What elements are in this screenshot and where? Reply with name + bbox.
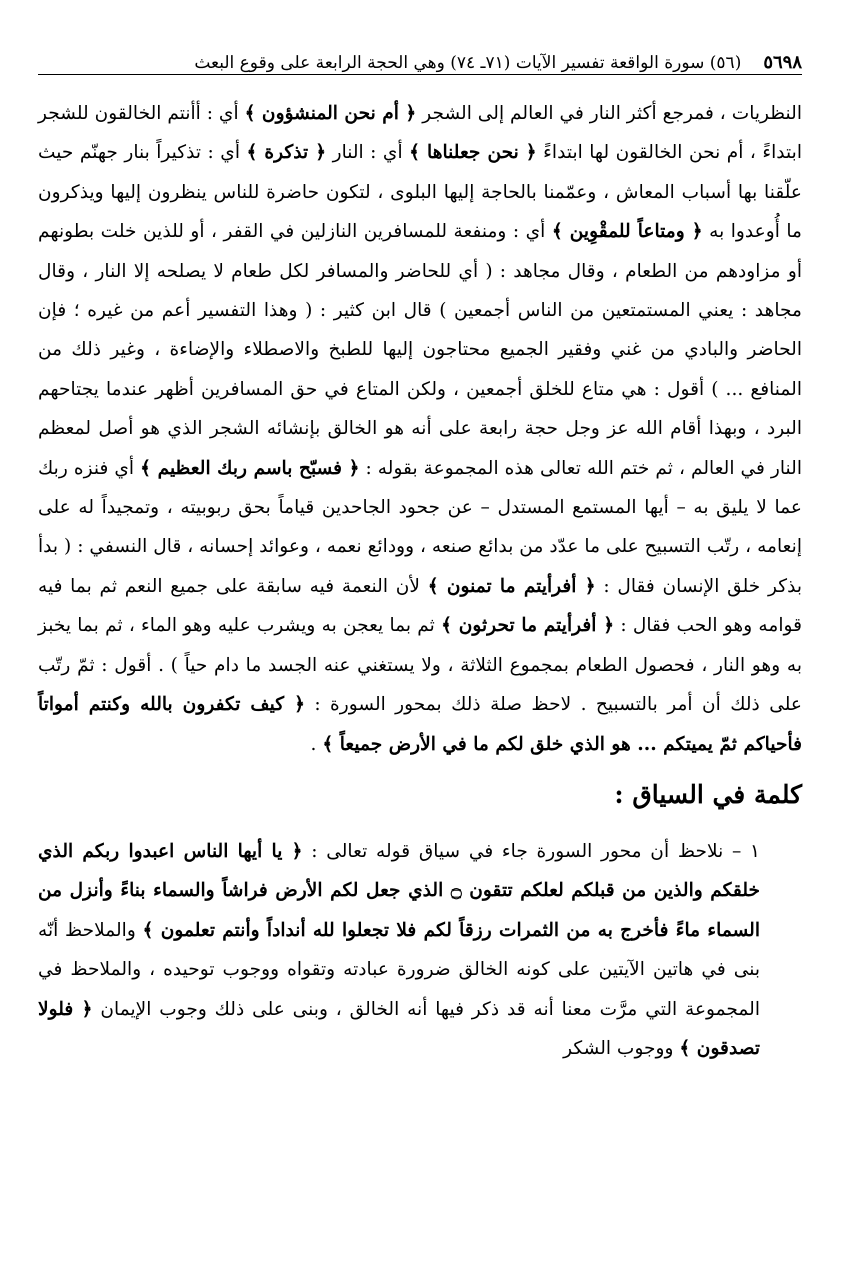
text-run: ثم بما يعجن به ويشرب عليه وهو الماء ، ثم بما يخبز به وهو النار ، فحصول الطعام بمجموع الثلاثة ، ولا يستغني عنه الجسد ما دام حياً ) . أقول : ثمّ رتّب على ذلك أن أمر بالتسبيح . لاحظ صلة ذلك بمحور السورة :: [38, 615, 802, 716]
context-paragraph: [38, 832, 802, 1068]
text-run: النظريات ، فمرجع أكثر النار في العالم إلى الشجر: [416, 103, 802, 124]
text-run: أي : تذكيراً بنار جهنّم حيث علّقنا بها أسباب المعاش ، وعمّمنا بالحاجة إليها البلوى ، لتكون حاضرة للناس ينظرون إليها ويذكرون ما أُوعدوا به: [38, 142, 802, 243]
header-title: (٥٦) سورة الواقعة تفسير الآيات (٧١ـ ٧٤) وهي الحجة الرابعة على وقوع البعث: [194, 53, 742, 73]
quran-quote: ﴿ نحن جعلناها ﴾: [409, 142, 537, 164]
page-number: ٥٦٩٨: [763, 52, 802, 73]
quran-quote: ﴿ ومتاعاً للمقْوِين ﴾: [551, 221, 703, 243]
text-run: ووجوب الشكر: [563, 1037, 680, 1059]
quran-quote: ﴿ فلولا تصدقون ﴾: [38, 998, 760, 1059]
section-heading: كلمة في السياق :: [614, 779, 802, 809]
quran-quote: ﴿ تذكرة ﴾: [246, 142, 327, 164]
text-run: .: [310, 733, 323, 755]
quran-quote: ﴿ أم نحن المنشؤون ﴾: [244, 103, 417, 124]
text-run: ١ – نلاحظ أن محور السورة جاء في سياق قوله تعالى :: [302, 840, 760, 862]
text-run: أي : النار: [326, 142, 410, 164]
text-run: أي : ومنفعة للمسافرين النازلين في القفر ، أو للذين خلت بطونهم أو مزاودهم من الطعام ، وقال مجاهد : ( أي للحاضر والمسافر لكل طعام لا يصلحه إلا النار ، وقال مجاهد : يعني المستمتعين من الناس أجمعين ) قال ابن كثير : ( وهذا التفسير أعم من غيره ؛ فإن الحاضر والبادي من غني وفقير الجميع محتاجون إليها للطبخ والاصطلاء والإضاءة ، وغير ذلك من المنافع ... ) أقول : هي متاع للخلق أجمعين ، ولكن المتاع في حق المسافرين أظهر عندما يجتاحهم البرد ، وبهذا أقام الله عز وجل حجة رابعة على أنه هو الخالق بإنشائه الشجر الذي هو أصل لمعظم النار في العالم ، ثم ختم الله تعالى هذه المجموعة بقوله :: [38, 221, 803, 479]
quran-quote: ﴿ أفرأيتم ما تمنون ﴾: [427, 575, 596, 597]
text-run: لأن النعمة فيه سابقة على جميع النعم ثم بما فيه قوامه وهو الحب فقال :: [38, 575, 803, 637]
page-body: [38, 94, 802, 1068]
quran-quote: ﴿ فسبّح باسم ربك العظيم ﴾: [140, 457, 360, 479]
text-run: والملاحظ أنّه بنى في هاتين الآيتين على كونه الخالق ضرورة عبادته وتقواه ووجوب توحيده ، والملاحظ في المجموعة التي مرَّت معنا أنه قد ذكر فيها أنه الخالق ، وبنى على ذلك وجوب الإيمان: [38, 919, 760, 1020]
quran-quote: ﴿ أفرأيتم ما تحرثون ﴾: [441, 615, 615, 637]
commentary-paragraph: [38, 94, 802, 764]
text-run: أي : أأنتم الخالقون للشجر ابتداءً ، أم نحن الخالقون لها ابتداءً: [38, 103, 802, 164]
quran-quote: ﴿ يا أيها الناس اعبدوا ربكم الذي خلقكم والذين من قبلكم لعلكم تتقون ۝ الذي جعل لكم الأرض فراشاً والسماء بناءً وأنزل من السماء ماءً فأخرج به من الثمرات رزقاً لكم فلا تجعلوا لله أنداداً وأنتم تعلمون ﴾: [38, 840, 760, 941]
running-header: [38, 44, 802, 75]
quran-quote: ﴿ كيف تكفرون بالله وكنتم أمواتاً فأحياكم ثمّ يميتكم ... هو الذي خلق لكم ما في الأرض جميعاً ﴾: [38, 694, 802, 755]
text-run: أي فنزه ربك عما لا يليق به – أيها المستمع المستدل – عن جحود الجاحدين قياماً بحق ربوبيته ، وتمجيداً له على إنعامه ، رتّب التسبيح على ما عدّد من بدائع صنعه ، وودائع نعمه ، وعوائد إحسانه ، قال النسفي : ( بدأ بذكر خلق الإنسان فقال :: [38, 457, 803, 597]
